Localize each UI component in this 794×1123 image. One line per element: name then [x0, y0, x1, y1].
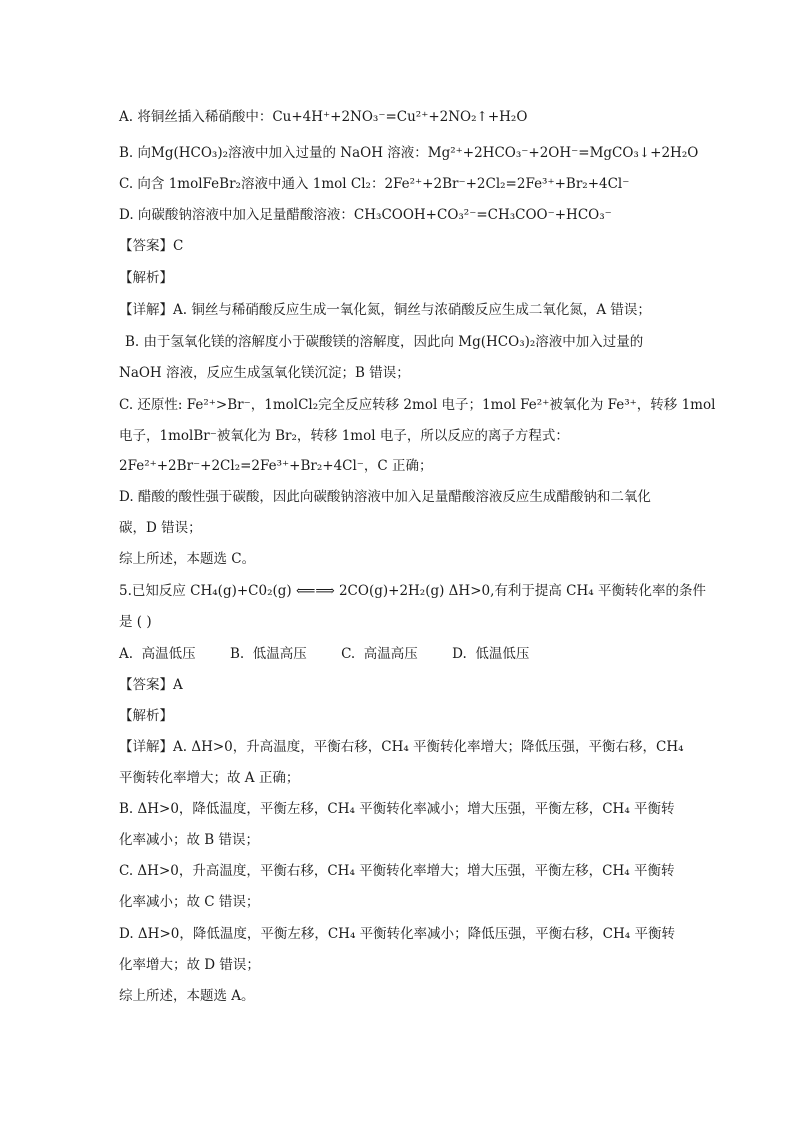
q5-stem-continued: 是 ( ) — [119, 614, 152, 630]
q4-explanation-line: 2Fe²⁺+2Br⁻+2Cl₂=2Fe³⁺+Br₂+4Cl⁻，C 正确； — [119, 458, 433, 474]
q4-option-c: C. 向含 1molFeBr₂溶液中通入 1mol Cl₂：2Fe²⁺+2Br⁻+2Cl₂=2Fe³⁺+Br₂+4Cl⁻ — [119, 176, 630, 192]
q4-explanation-line: 【详解】A. 铜丝与稀硝酸反应生成一氧化氮，铜丝与浓硝酸反应生成二氧化氮，A 错误； — [119, 302, 651, 318]
q5-explanation-line: B. ΔH>0，降低温度，平衡左移，CH₄ 平衡转化率减小；增大压强，平衡左移，CH₄ 平衡转 — [119, 801, 675, 817]
q5-stem: 5.已知反应 CH₄(g)+C0₂(g) ⟸⟹ 2CO(g)+2H₂(g) ΔH>0,有利于提高 CH₄ 平衡转化率的条件 — [119, 583, 706, 599]
q5-explanation-line: C. ΔH>0，升高温度，平衡右移，CH₄ 平衡转化率增大；增大压强，平衡左移，CH₄ 平衡转 — [119, 863, 675, 879]
q4-analysis-heading: 【解析】 — [119, 270, 173, 286]
q5-options: A. 高温低压 B. 低温高压 C. 高温高压 D. 低温低压 — [119, 646, 530, 662]
q5-explanation-line: D. ΔH>0，降低温度，平衡左移，CH₄ 平衡转化率减小；降低压强，平衡右移，CH₄ 平衡转 — [119, 926, 675, 942]
q5-answer: 【答案】A — [119, 677, 183, 693]
q5-explanation-line: 化率减小；故 B 错误； — [119, 832, 260, 848]
q4-option-a: A. 将铜丝插入稀硝酸中：Cu+4H⁺+2NO₃⁻=Cu²⁺+2NO₂↑+H₂O — [119, 109, 528, 125]
q5-explanation-line: 【详解】A. ΔH>0，升高温度，平衡右移，CH₄ 平衡转化率增大；降低压强，平衡右移，CH₄ — [119, 739, 684, 755]
q4-option-d: D. 向碳酸钠溶液中加入足量醋酸溶液：CH₃COOH+CO₃²⁻=CH₃COO⁻+HCO₃⁻ — [119, 207, 612, 223]
q4-explanation-line: NaOH 溶液，反应生成氢氧化镁沉淀；B 错误； — [119, 365, 410, 381]
q5-conclusion: 综上所述，本题选 A。 — [119, 988, 255, 1004]
q4-explanation-line: D. 醋酸的酸性强于碳酸，因此向碳酸钠溶液中加入足量醋酸溶液反应生成醋酸钠和二氧化 — [119, 489, 651, 505]
q4-explanation-line: 电子，1molBr⁻被氧化为 Br₂，转移 1mol 电子，所以反应的离子方程式： — [119, 428, 569, 444]
q4-explanation-line: B. 由于氢氧化镁的溶解度小于碳酸镁的溶解度，因此向 Mg(HCO₃)₂溶液中加入过量的 — [125, 334, 644, 350]
q4-conclusion: 综上所述，本题选 C。 — [119, 551, 256, 567]
q4-option-b: B. 向Mg(HCO₃)₂溶液中加入过量的 NaOH 溶液：Mg²⁺+2HCO₃⁻+2OH⁻=MgCO₃↓+2H₂O — [119, 145, 699, 161]
q5-explanation-line: 平衡转化率增大；故 A 正确； — [119, 770, 300, 786]
q5-explanation-line: 化率增大；故 D 错误； — [119, 957, 260, 973]
q4-explanation-line: C. 还原性: Fe²⁺>Br⁻，1molCl₂完全反应转移 2mol 电子；1mol Fe²⁺被氧化为 Fe³⁺，转移 1mol — [119, 397, 716, 413]
q5-explanation-line: 化率减小；故 C 错误； — [119, 894, 260, 910]
q4-answer: 【答案】C — [119, 238, 184, 254]
q5-analysis-heading: 【解析】 — [119, 708, 173, 724]
q4-explanation-line: 碳，D 错误； — [119, 520, 202, 536]
